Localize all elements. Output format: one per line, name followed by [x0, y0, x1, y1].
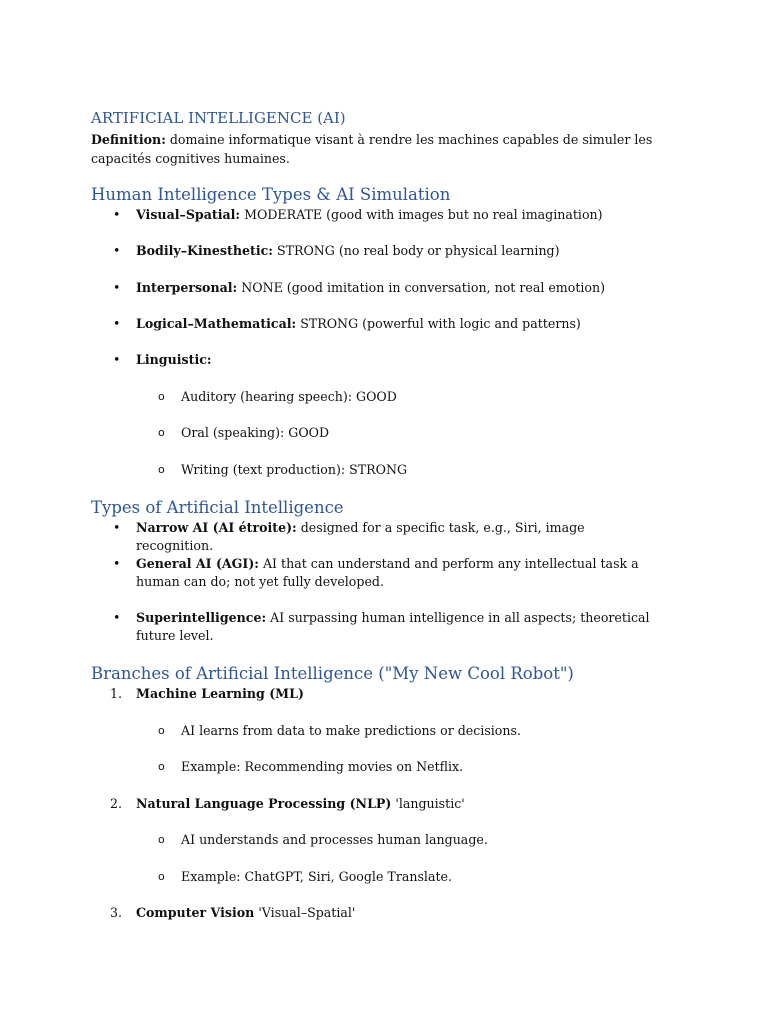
item-label: Linguistic: — [136, 352, 212, 367]
item-text: AI that can understand and perform any intellectual task a human can do; not yet fully developed. — [136, 556, 639, 589]
list-item-computer-vision — [136, 904, 656, 922]
item-text: 'languistic' — [395, 796, 465, 811]
sub-bullet-marker: o — [158, 463, 165, 476]
list-number: 1. — [110, 686, 123, 701]
item-text: 'Visual–Spatial' — [258, 905, 356, 920]
list-number: 3. — [110, 905, 123, 920]
sub-bullet-marker: o — [158, 390, 165, 403]
item-label: Machine Learning (ML) — [136, 686, 304, 701]
sub-bullet-marker: o — [158, 724, 165, 737]
list-item-interpersonal — [136, 279, 656, 297]
list-item-superintelligence — [136, 609, 656, 645]
list-item-visual-spatial — [136, 206, 656, 224]
item-text: designed for a specific task, e.g., Siri, image recognition. — [136, 520, 585, 553]
item-label: Visual–Spatial: — [136, 207, 241, 222]
item-label: Narrow AI (AI étroite): — [136, 520, 297, 535]
list-item-machine-learning — [136, 685, 656, 703]
sub-bullet-marker: o — [158, 833, 165, 846]
document-title: ARTIFICIAL INTELLIGENCE (AI) — [91, 109, 346, 127]
list-item-bodily-kinesthetic — [136, 242, 656, 260]
item-label: Superintelligence: — [136, 610, 267, 625]
item-label: Interpersonal: — [136, 280, 238, 295]
sub-item-writing: Writing (text production): STRONG — [181, 462, 408, 477]
bullet-marker: • — [113, 610, 121, 625]
item-text: MODERATE (good with images but no real imagination) — [244, 207, 603, 222]
item-label: General AI (AGI): — [136, 556, 259, 571]
sub-bullet-marker: o — [158, 870, 165, 883]
definition-label: Definition: — [91, 132, 166, 147]
section-heading-ai-types: Types of Artificial Intelligence — [91, 498, 344, 517]
definition-paragraph — [91, 130, 671, 168]
item-label: Bodily–Kinesthetic: — [136, 243, 273, 258]
sub-item-oral: Oral (speaking): GOOD — [181, 425, 330, 440]
section-heading-intelligence-types: Human Intelligence Types & AI Simulation — [91, 185, 451, 204]
list-item-narrow-ai — [136, 519, 656, 555]
sub-item-ml-example: Example: Recommending movies on Netflix. — [181, 759, 464, 774]
item-text: STRONG (no real body or physical learning) — [276, 243, 560, 258]
list-item-linguistic — [136, 351, 656, 369]
item-label: Natural Language Processing (NLP) — [136, 796, 392, 811]
bullet-marker: • — [113, 352, 121, 367]
sub-bullet-marker: o — [158, 426, 165, 439]
bullet-marker: • — [113, 520, 121, 535]
sub-item-ml-definition: AI learns from data to make predictions or decisions. — [181, 723, 521, 738]
sub-item-nlp-example: Example: ChatGPT, Siri, Google Translate. — [181, 869, 452, 884]
item-text: NONE (good imitation in conversation, not real emotion) — [241, 280, 606, 295]
list-item-logical-mathematical — [136, 315, 656, 333]
sub-bullet-marker: o — [158, 760, 165, 773]
sub-item-nlp-definition: AI understands and processes human language. — [181, 832, 488, 847]
bullet-marker: • — [113, 556, 121, 571]
list-item-nlp — [136, 795, 656, 813]
item-text: STRONG (powerful with logic and patterns) — [300, 316, 581, 331]
sub-item-auditory: Auditory (hearing speech): GOOD — [181, 389, 397, 404]
bullet-marker: • — [113, 280, 121, 295]
bullet-marker: • — [113, 316, 121, 331]
section-heading-ai-branches: Branches of Artificial Intelligence ("My New Cool Robot") — [91, 664, 574, 683]
item-label: Logical–Mathematical: — [136, 316, 297, 331]
list-item-general-ai — [136, 555, 656, 591]
bullet-marker: • — [113, 243, 121, 258]
item-text: AI surpassing human intelligence in all aspects; theoretical future level. — [136, 610, 650, 643]
item-label: Computer Vision — [136, 905, 255, 920]
definition-text: domaine informatique visant à rendre les machines capables de simuler les capacités cognitives humaines. — [91, 132, 653, 166]
bullet-marker: • — [113, 207, 121, 222]
list-number: 2. — [110, 796, 123, 811]
